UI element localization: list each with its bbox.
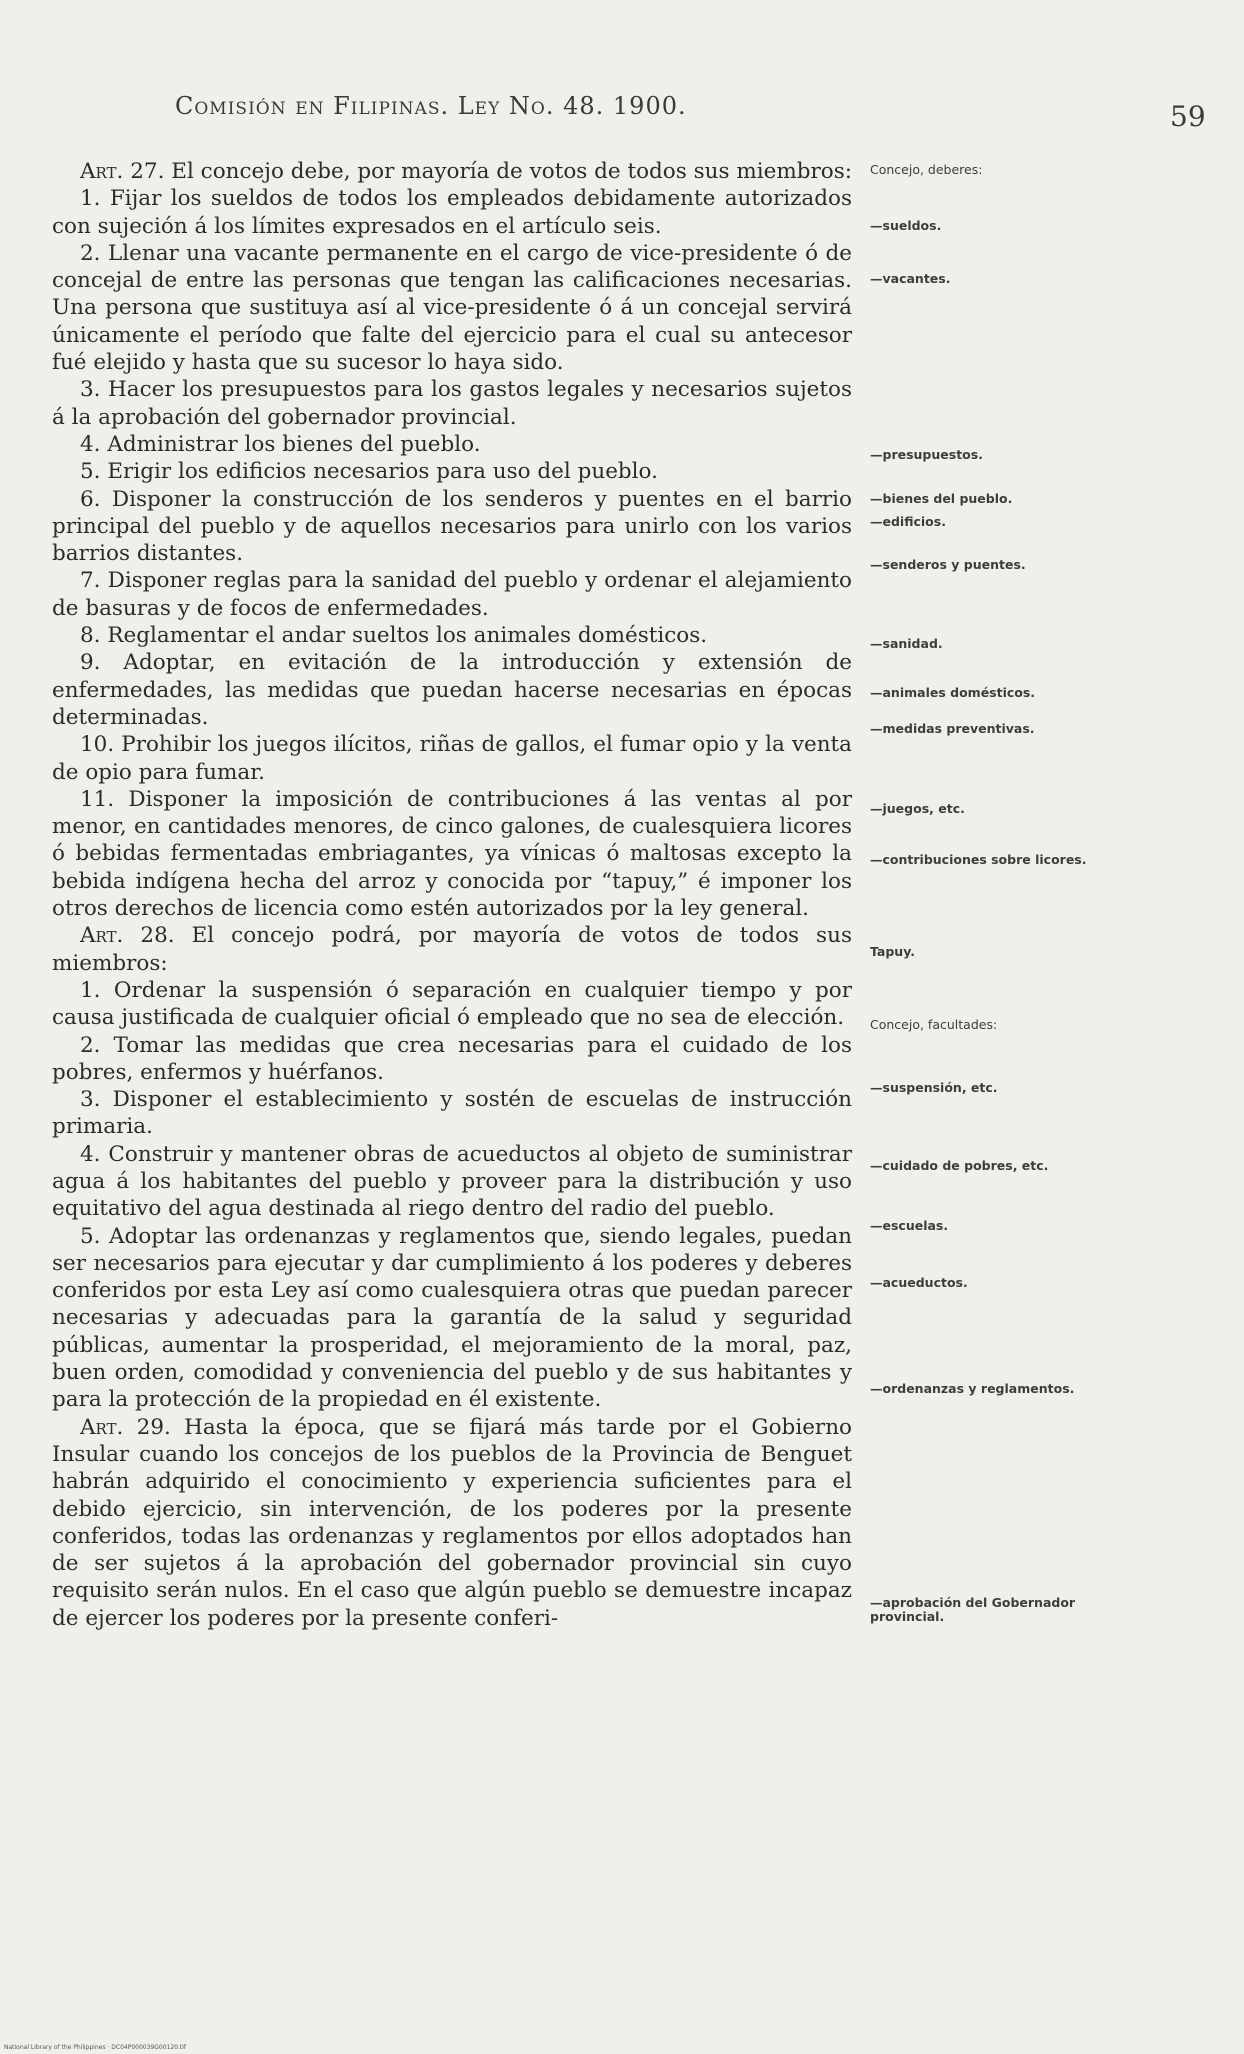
- paragraph-text: 2. Tomar las medidas que crea necesarias para el cuidado de los pobres, enfermos y huérfanos.: [52, 1032, 852, 1085]
- article-number: Art. 29.: [80, 1414, 171, 1440]
- margin-note: —presupuestos.: [870, 447, 983, 462]
- paragraph-text: 9. Adoptar, en evitación de la introducción y extensión de enfermedades, las medidas que puedan hacerse necesarias en épocas determinadas.: [52, 650, 852, 730]
- paragraph-text: 5. Adoptar las ordenanzas y reglamentos que, siendo legales, puedan ser necesarios para ejecutar y dar cumplimiento á los poderes y deberes conferidos por esta Ley así como cualesquiera otras que puedan parecer necesarias y adecuadas para la garantía de la salud y seguridad públicas, aumentar la prosperidad, el mejoramiento de la moral, paz, buen orden, comodidad y conveniencia del pueblo y de sus habitantes y para la protección de la propiedad en él existente.: [52, 1223, 852, 1413]
- paragraph-text: 1. Ordenar la suspensión ó separación en cualquier tiempo y por causa justificada de cualquier oficial ó empleado que no sea de elección.: [52, 977, 852, 1031]
- article-paragraph: [52, 1414, 852, 1632]
- paragraph-text: El concejo debe, por mayoría de votos de todos sus miembros:: [164, 159, 853, 184]
- clause-paragraph: [52, 1086, 852, 1141]
- clause-paragraph: [52, 1032, 852, 1087]
- margin-note: —suspensión, etc.: [870, 1080, 998, 1095]
- margin-note: —sanidad.: [870, 636, 943, 651]
- margin-note: —aprobación del Gobernador provincial.: [870, 1595, 1076, 1624]
- paragraph-text: 3. Disponer el establecimiento y sostén de escuelas de instrucción primaria.: [52, 1087, 852, 1140]
- paragraph-text: 2. Llenar una vacante permanente en el cargo de vice-presidente ó de concejal de entre las personas que tengan las calificaciones necesarias. Una persona que sustituya así al vice-presidente ó á un concejal servirá únicamente el período que falte del ejercicio para el cual su antecesor fué elejido y hasta que su sucesor lo haya sido.: [52, 240, 852, 376]
- clause-paragraph: [52, 185, 852, 240]
- clause-paragraph: [52, 1141, 852, 1223]
- clause-paragraph: [52, 649, 852, 731]
- clause-paragraph: [52, 486, 852, 568]
- margin-note: —senderos y puentes.: [870, 557, 1026, 572]
- margin-note: Tapuy.: [870, 944, 915, 959]
- paragraph-text: 4. Construir y mantener obras de acueductos al objeto de suministrar agua á los habitantes del pueblo y proveer para la distribución y uso equitativo del agua destinada al riego dentro del radio del pueblo.: [52, 1141, 852, 1222]
- margin-note: —contribuciones sobre licores.: [870, 852, 1087, 867]
- paragraph-text: 1. Fijar los sueldos de todos los empleados debidamente autorizados con sujeción á los límites expresados en el artículo seis.: [52, 186, 852, 239]
- paragraph-text: 6. Disponer la construcción de los senderos y puentes en el barrio principal del pueblo y de aquellos necesarios para unirlo con los varios barrios distantes.: [52, 486, 852, 567]
- paragraph-text: 10. Prohibir los juegos ilícitos, riñas de gallos, el fumar opio y la venta de opio para fumar.: [52, 732, 852, 785]
- margin-note: —cuidado de pobres, etc.: [870, 1158, 1049, 1173]
- body-text: [52, 158, 852, 1632]
- margin-note: Concejo, facultades:: [870, 1017, 998, 1032]
- article-number: Art. 28.: [80, 923, 175, 949]
- clause-paragraph: [52, 458, 852, 485]
- margin-note: —bienes del pueblo.: [870, 491, 1013, 506]
- clause-paragraph: [52, 567, 852, 622]
- margin-note: —escuelas.: [870, 1218, 949, 1233]
- margin-note: —juegos, etc.: [870, 801, 965, 816]
- page-number: 59: [1170, 100, 1206, 133]
- clause-paragraph: [52, 786, 852, 922]
- clause-paragraph: [52, 376, 852, 431]
- paragraph-text: 3. Hacer los presupuestos para los gastos legales y necesarios sujetos á la aprobación del gobernador provincial.: [52, 377, 852, 430]
- margin-note: —vacantes.: [870, 271, 951, 286]
- margin-note: —animales domésticos.: [870, 685, 1036, 700]
- margin-note: Concejo, deberes:: [870, 162, 983, 177]
- margin-note: —acueductos.: [870, 1275, 968, 1290]
- paragraph-text: 8. Reglamentar el andar sueltos los animales domésticos.: [80, 623, 708, 649]
- paragraph-text: 7. Disponer reglas para la sanidad del pueblo y ordenar el alejamiento de basuras y de focos de enfermedades.: [52, 568, 852, 621]
- paragraph-text: 4. Administrar los bienes del pueblo.: [80, 431, 481, 457]
- running-header: Comisión en Filipinas. Ley No. 48. 1900.: [175, 92, 687, 120]
- article-paragraph: [52, 922, 852, 977]
- clause-paragraph: [52, 431, 852, 458]
- paragraph-text: El concejo podrá, por mayoría de votos de todos sus miembros:: [52, 923, 852, 976]
- margin-note: —ordenanzas y reglamentos.: [870, 1381, 1075, 1396]
- clause-paragraph: [52, 1223, 852, 1414]
- paragraph-text: 11. Disponer la imposición de contribuciones á las ventas al por menor, en cantidades menores, de cinco galones, de cualesquiera licores ó bebidas fermentadas embriagantes, ya vínicas ó maltosas excepto la bebida indígena hecha del arroz y conocida por “tapuy,” é imponer los otros derechos de licencia como estén autorizados por la ley general.: [52, 786, 852, 922]
- paragraph-text: 5. Erigir los edificios necesarios para uso del pueblo.: [80, 459, 658, 485]
- scan-footer: National Library of the Philippines · DC04P000039G00120.tif: [4, 2044, 187, 2051]
- clause-paragraph: [52, 240, 852, 376]
- margin-note: —edificios.: [870, 514, 946, 529]
- clause-paragraph: [52, 731, 852, 786]
- article-number: Art. 27.: [80, 159, 165, 184]
- margin-note: —sueldos.: [870, 218, 942, 233]
- article-paragraph: [52, 158, 852, 185]
- clause-paragraph: [52, 977, 852, 1032]
- paragraph-text: Hasta la época, que se fijará más tarde por el Gobierno Insular cuando los concejos de los pueblos de la Provincia de Benguet habrán adquirido el conocimiento y experiencia suficientes para el debido ejercicio, sin intervención, de los poderes por la presente conferidos, todas las ordenanzas y reglamentos por ellos adoptados han de ser sujetos á la aprobación del gobernador provincial sin cuyo requisito serán nulos. En el caso que algún pueblo se demuestre incapaz de ejercer los poderes por la presente conferi-: [52, 1414, 852, 1631]
- clause-paragraph: [52, 622, 852, 649]
- margin-note: —medidas preventivas.: [870, 721, 1035, 736]
